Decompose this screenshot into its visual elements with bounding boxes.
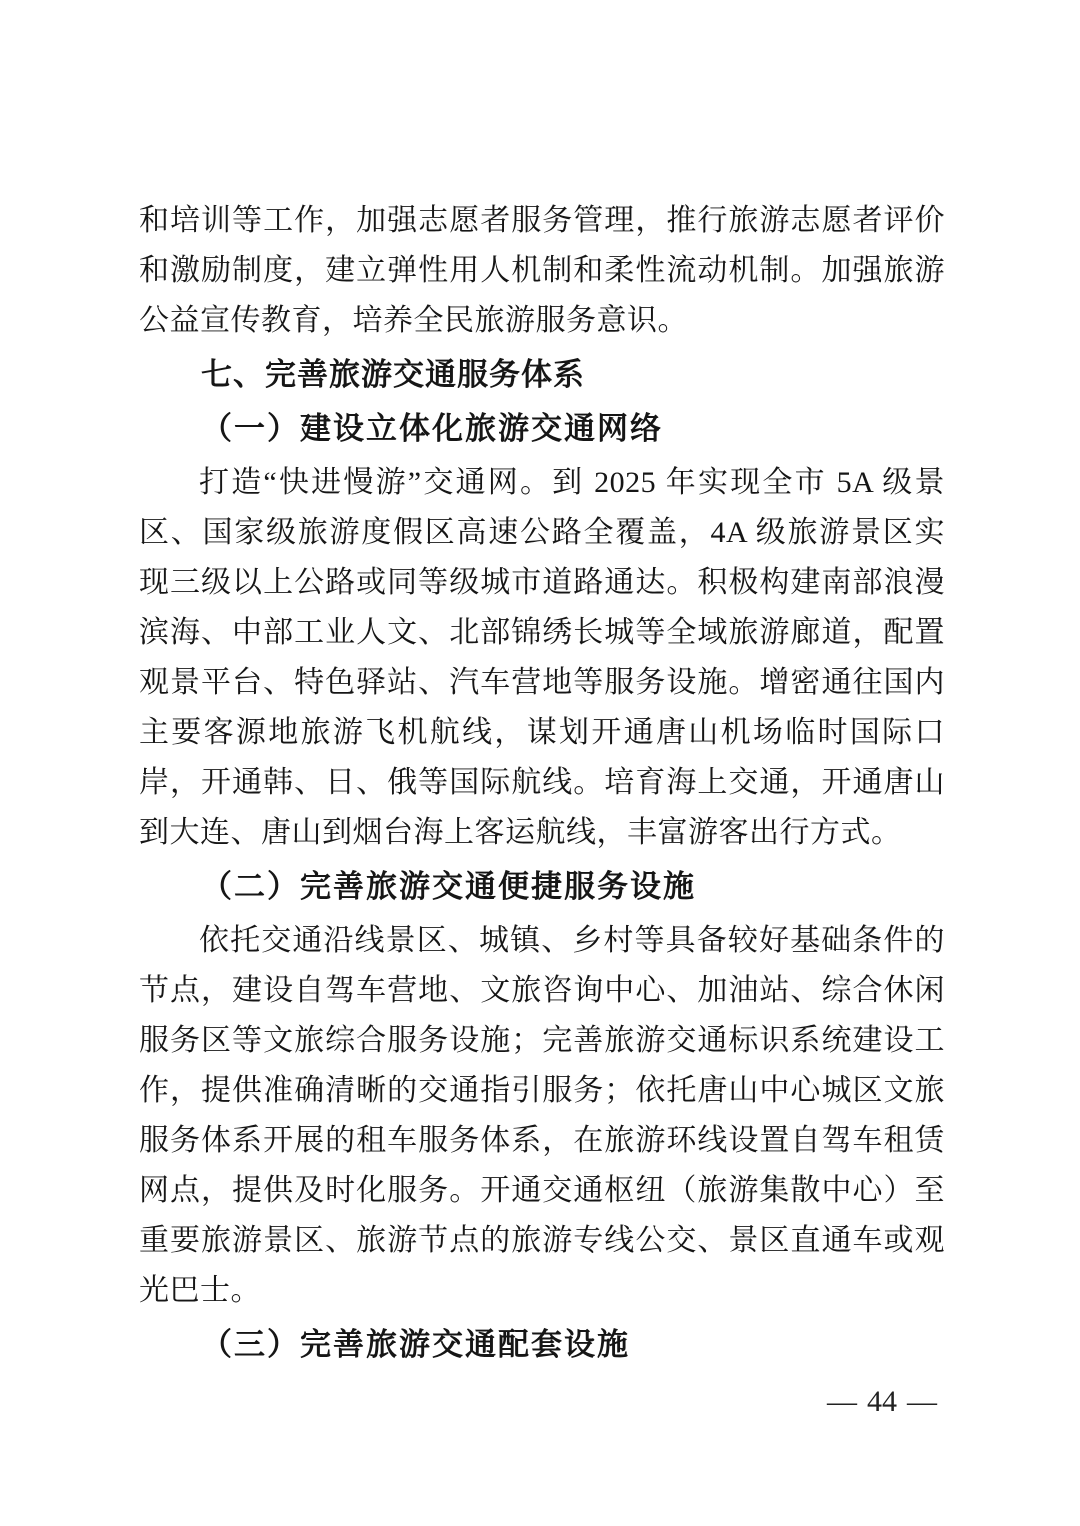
subsection-heading-3: （三）完善旅游交通配套设施	[201, 1327, 630, 1362]
page-number-dash-left: —	[827, 1385, 857, 1418]
page-number-dash-right: —	[907, 1385, 937, 1418]
paragraph-convenient-services: 依托交通沿线景区、城镇、乡村等具备较好基础条件的节点，建设自驾车营地、文旅咨询中心、加油站、综合休闲服务区等文旅综合服务设施；完善旅游交通标识系统建设工作，提供准确清晰的交通指引服务；依托唐山中心城区文旅服务体系开展的租车服务体系，在旅游环线设置自驾车租赁网点，提供及时化服务。开通交通枢纽（旅游集散中心）至重要旅游景区、旅游节点的旅游专线公交、景区直通车或观光巴士。	[139, 924, 945, 1307]
subsection-heading-2: （二）完善旅游交通便捷服务设施	[201, 869, 696, 904]
page-number: 44	[867, 1385, 897, 1418]
section-heading: 七、完善旅游交通服务体系	[201, 357, 585, 392]
paragraph-continued: 和培训等工作，加强志愿者服务管理，推行旅游志愿者评价和激励制度，建立弹性用人机制和柔性流动机制。加强旅游公益宣传教育，培养全民旅游服务意识。	[139, 204, 945, 337]
document-body	[139, 196, 945, 1374]
subsection-heading-1: （一）建设立体化旅游交通网络	[201, 411, 663, 446]
paragraph-transport-network: 打造“快进慢游”交通网。到 2025 年实现全市 5A 级景区、国家级旅游度假区高速公路全覆盖，4A 级旅游景区实现三级以上公路或同等级城市道路通达。积极构建南部浪漫滨海、中部工业人文、北部锦绣长城等全域旅游廊道，配置观景平台、特色驿站、汽车营地等服务设施。增密通往国内主要客源地旅游飞机航线，谋划开通唐山机场临时国际口岸，开通韩、日、俄等国际航线。培育海上交通，开通唐山到大连、唐山到烟台海上客运航线，丰富游客出行方式。	[139, 466, 945, 849]
page-footer	[817, 1385, 947, 1419]
